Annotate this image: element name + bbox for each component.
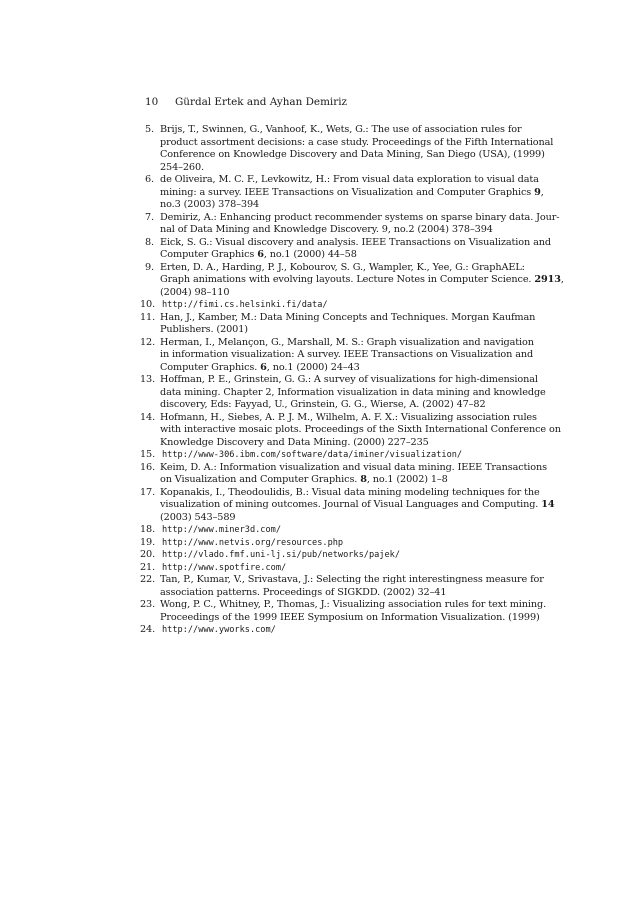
reference-number: 7. <box>145 211 155 223</box>
reference-number: 24. <box>140 624 156 635</box>
reference-item[interactable] <box>140 624 493 637</box>
reference-item <box>145 174 544 212</box>
reference-number: 10. <box>140 299 156 310</box>
reference-number: 11. <box>140 311 156 323</box>
reference-number: 17. <box>140 486 156 498</box>
reference-line: Herman, I., Melançon, G., Marshall, M. S.: Graph visualization and navigation <box>160 336 534 348</box>
reference-line: Erten, D. A., Harding, P. J., Kobourov, S. G., Wampler, K., Yee, G.: GraphAEL: <box>160 261 525 273</box>
reference-number: 21. <box>140 561 156 573</box>
reference-line: Hofmann, H., Siebes, A. P. J. M., Wilhelm, A. F. X.: Visualizing association rules <box>160 411 537 423</box>
reference-line: Computer Graphics 6, no.1 (2000) 44–58 <box>160 249 357 260</box>
reference-item <box>140 461 547 487</box>
reference-item <box>140 599 547 624</box>
reference-number: 20. <box>140 549 156 560</box>
reference-list <box>140 124 564 637</box>
reference-line: mining: a survey. IEEE Transactions on Visualization and Computer Graphics 9, <box>160 186 544 198</box>
reference-line: (2004) 98–110 <box>160 286 230 298</box>
running-head-authors: Gürdal Ertek and Ayhan Demiriz <box>175 96 348 108</box>
reference-line: association patterns. Proceedings of SIGKDD. (2002) 32–41 <box>160 586 447 598</box>
reference-line: Eick, S. G.: Visual discovery and analysis. IEEE Transactions on Visualization and <box>160 236 551 248</box>
reference-line: no.3 (2003) 378–394 <box>160 199 260 210</box>
reference-line: Computer Graphics. 6, no.1 (2000) 24–43 <box>160 361 360 373</box>
reference-line: Hoffman, P. E., Grinstein, G. G.: A survey of visualizations for high-dimensional <box>160 374 538 385</box>
reference-line: discovery, Eds: Fayyad, U., Grinstein, G. G., Wierse, A. (2002) 47–82 <box>160 399 486 410</box>
reference-number: 15. <box>140 449 156 460</box>
reference-line: nal of Data Mining and Knowledge Discovery. 9, no.2 (2004) 378–394 <box>160 224 493 235</box>
reference-number: 13. <box>140 374 156 385</box>
reference-line: Proceedings of the 1999 IEEE Symposium on Information Visualization. (1999) <box>160 611 540 623</box>
reference-item <box>140 486 555 525</box>
reference-line: de Oliveira, M. C. F., Levkowitz, H.: From visual data exploration to visual data <box>160 174 539 185</box>
page-number: 10 <box>145 96 159 108</box>
reference-item <box>140 311 536 337</box>
reference-item[interactable] <box>140 536 493 550</box>
reference-line: on Visualization and Computer Graphics. 8, no.1 (2002) 1–8 <box>160 474 448 485</box>
reference-item <box>140 574 544 599</box>
reference-line: Knowledge Discovery and Data Mining. (2000) 227–235 <box>160 436 429 448</box>
reference-url[interactable]: http://www.spotfire.com/ <box>162 562 287 573</box>
reference-item[interactable] <box>140 561 493 575</box>
reference-item <box>145 211 560 237</box>
reference-number: 5. <box>145 124 155 135</box>
reference-line: 254–260. <box>160 161 204 173</box>
reference-item <box>140 411 561 450</box>
reference-item <box>140 374 546 412</box>
reference-number: 8. <box>145 236 155 248</box>
reference-number: 9. <box>145 261 155 273</box>
reference-item <box>145 124 554 174</box>
reference-item[interactable] <box>140 549 493 562</box>
reference-url[interactable]: http://vlado.fmf.uni-lj.si/pub/networks/pajek/ <box>162 550 400 560</box>
reference-line: Conference on Knowledge Discovery and Data Mining, San Diego (USA), (1999) <box>160 149 545 160</box>
reference-url[interactable]: http://www.miner3d.com/ <box>162 525 281 535</box>
running-head <box>145 95 505 109</box>
reference-item[interactable] <box>140 299 493 312</box>
reference-item[interactable] <box>140 524 493 537</box>
reference-line: with interactive mosaic plots. Proceedings of the Sixth International Conference on <box>160 424 561 435</box>
reference-number: 22. <box>140 574 156 585</box>
reference-number: 14. <box>140 411 156 423</box>
reference-number: 16. <box>140 461 156 473</box>
reference-line: Keim, D. A.: Information visualization and visual data mining. IEEE Transactions <box>160 461 547 473</box>
reference-number: 12. <box>140 336 156 348</box>
reference-item <box>145 261 564 300</box>
reference-number: 18. <box>140 524 156 535</box>
reference-line: Publishers. (2001) <box>160 324 248 335</box>
reference-item[interactable] <box>140 449 493 462</box>
reference-line: Tan, P., Kumar, V., Srivastava, J.: Selecting the right interestingness measure for <box>160 574 544 585</box>
reference-number: 19. <box>140 536 156 548</box>
reference-line: visualization of mining outcomes. Journal of Visual Languages and Computing. 14 <box>160 499 555 510</box>
reference-line: Wong, P. C., Whitney, P., Thomas, J.: Visualizing association rules for text mining. <box>160 599 547 610</box>
reference-url[interactable]: http://www-306.ibm.com/software/data/iminer/visualization/ <box>162 450 463 460</box>
reference-number: 23. <box>140 599 156 610</box>
reference-line: Demiriz, A.: Enhancing product recommender systems on sparse binary data. Jour- <box>160 211 560 223</box>
reference-item <box>140 336 534 375</box>
reference-line: Han, J., Kamber, M.: Data Mining Concepts and Techniques. Morgan Kaufman <box>160 311 536 323</box>
reference-item <box>145 236 551 262</box>
reference-line: Brijs, T., Swinnen, G., Vanhoof, K., Wets, G.: The use of association rules for <box>160 124 522 135</box>
reference-url[interactable]: http://fimi.cs.helsinki.fi/data/ <box>162 300 328 310</box>
reference-url[interactable]: http://www.yworks.com/ <box>162 625 276 635</box>
reference-line: in information visualization: A survey. IEEE Transactions on Visualization and <box>160 349 534 360</box>
reference-line: product assortment decisions: a case study. Proceedings of the Fifth International <box>160 136 554 148</box>
reference-number: 6. <box>145 174 155 185</box>
reference-line: Kopanakis, I., Theodoulidis, B.: Visual data mining modeling techniques for the <box>160 486 540 498</box>
reference-url[interactable]: http://www.netvis.org/resources.php <box>162 537 344 548</box>
reference-line: data mining. Chapter 2, Information visualization in data mining and knowledge <box>160 386 546 398</box>
reference-line: (2003) 543–589 <box>160 511 236 523</box>
reference-line: Graph animations with evolving layouts. Lecture Notes in Computer Science. 2913, <box>160 274 564 285</box>
